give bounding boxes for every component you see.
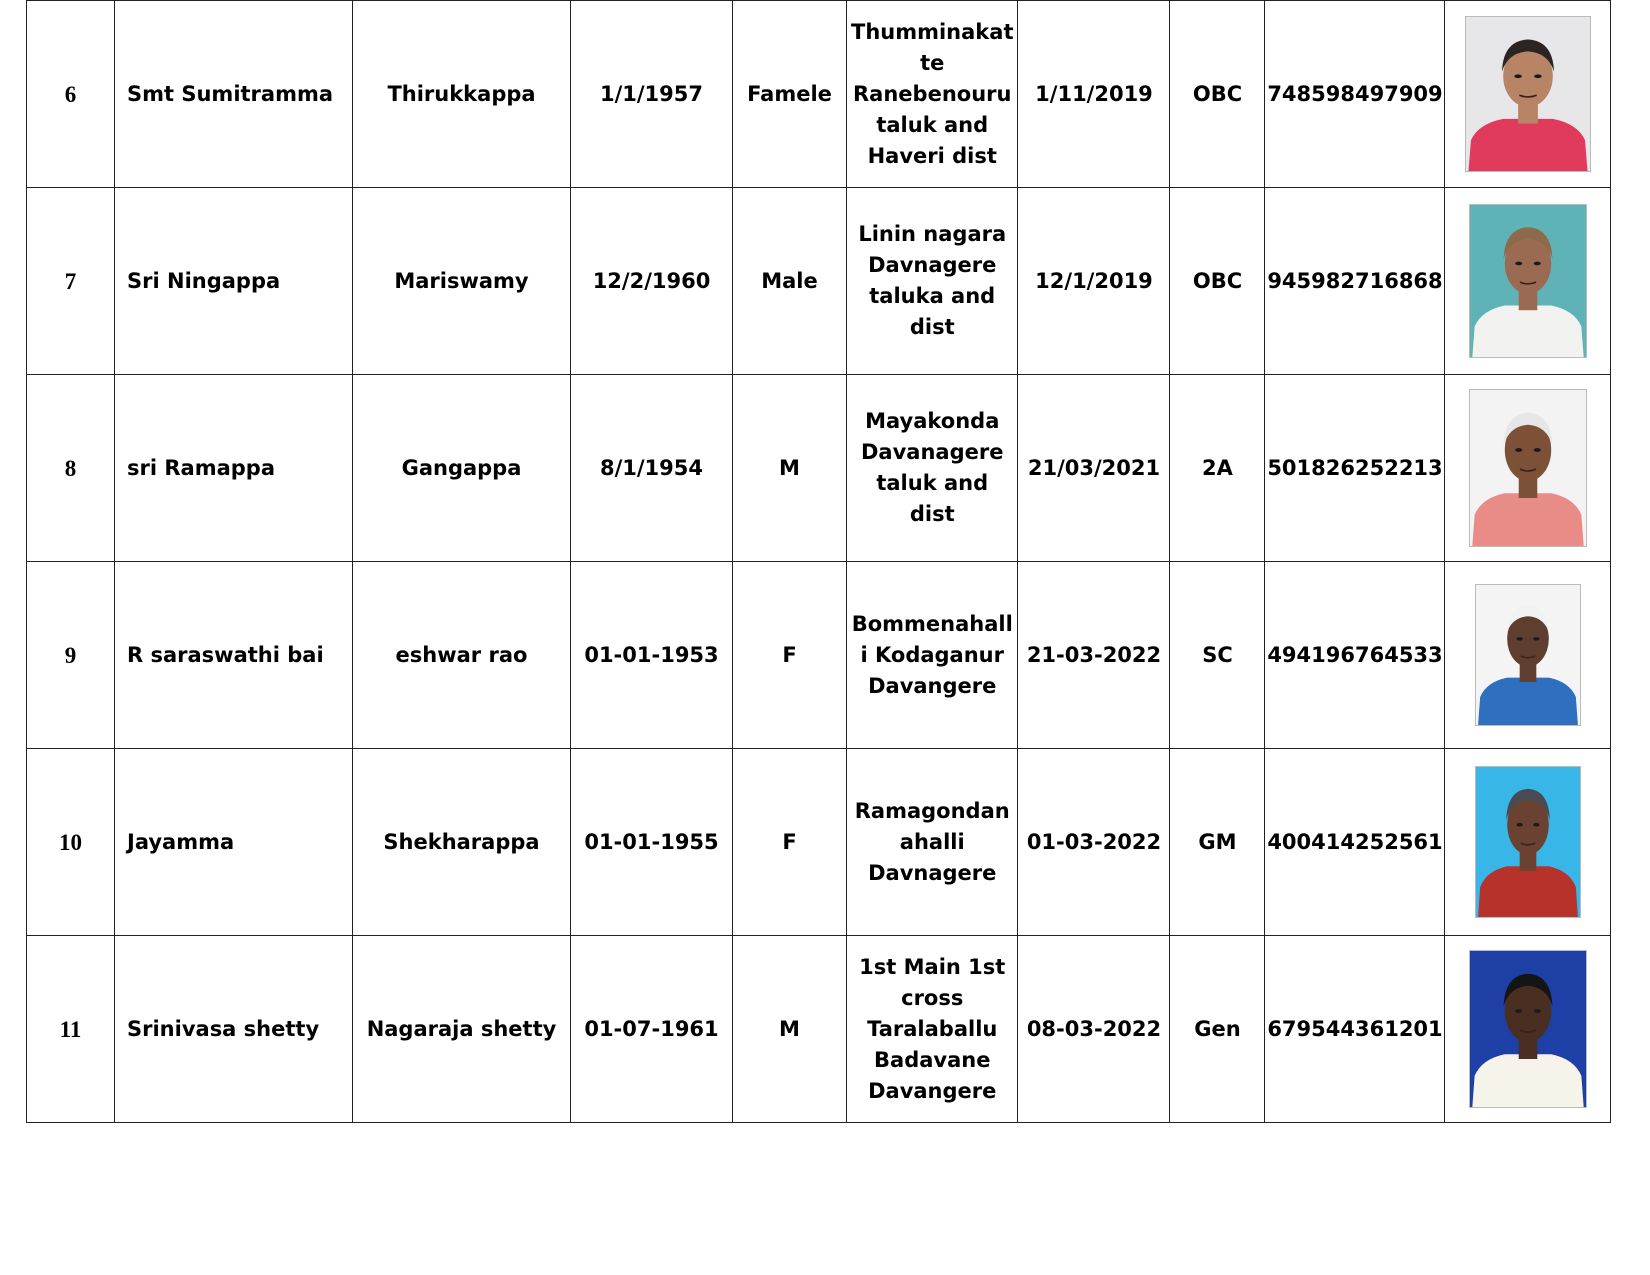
category-cell: OBC <box>1170 1 1265 188</box>
address-cell <box>847 1 1018 188</box>
beneficiary-name-cell: sri Ramappa <box>115 375 353 562</box>
id-number-cell: 400414252561 <box>1265 749 1445 936</box>
id-number-cell: 501826252213 <box>1265 375 1445 562</box>
beneficiary-table <box>26 0 1611 1123</box>
beneficiary-name-cell: Jayamma <box>115 749 353 936</box>
category-cell: SC <box>1170 562 1265 749</box>
gender-cell: M <box>733 375 847 562</box>
registration-date-cell: 21-03-2022 <box>1018 562 1170 749</box>
beneficiary-name-cell: Smt Sumitramma <box>115 1 353 188</box>
table-row <box>27 749 1611 936</box>
photo-cell <box>1445 1 1611 188</box>
table-row <box>27 936 1611 1123</box>
gender-cell: F <box>733 749 847 936</box>
father-name-cell: Thirukkappa <box>353 1 571 188</box>
gender-cell: M <box>733 936 847 1123</box>
address-line: 1st Main 1st <box>859 954 1006 979</box>
address-cell <box>847 749 1018 936</box>
address-line: taluk and dist <box>876 471 989 526</box>
registration-date-cell: 1/11/2019 <box>1018 1 1170 188</box>
address-line: taluk and <box>876 112 989 137</box>
address-line: Ranebenouru <box>853 81 1012 106</box>
registration-date-cell: 12/1/2019 <box>1018 188 1170 375</box>
beneficiary-photo <box>1469 389 1587 547</box>
father-name-cell: Mariswamy <box>353 188 571 375</box>
id-number-cell: 679544361201 <box>1265 936 1445 1123</box>
address-cell <box>847 375 1018 562</box>
beneficiary-name-cell: Sri Ningappa <box>115 188 353 375</box>
table-row <box>27 375 1611 562</box>
father-name-cell: Gangappa <box>353 375 571 562</box>
address-line: Ramagondan <box>854 798 1010 823</box>
beneficiary-photo <box>1475 584 1581 726</box>
photo-cell <box>1445 188 1611 375</box>
father-name-cell: eshwar rao <box>353 562 571 749</box>
address-line: taluka and <box>869 284 996 308</box>
address-line: ahalli <box>899 829 965 854</box>
registration-date-cell: 08-03-2022 <box>1018 936 1170 1123</box>
gender-cell: Male <box>733 188 847 375</box>
father-name-cell: Shekharappa <box>353 749 571 936</box>
table-row <box>27 188 1611 375</box>
address-line: Davanagere <box>861 440 1004 464</box>
serial-number-cell: 9 <box>27 562 115 749</box>
beneficiary-photo <box>1475 766 1581 918</box>
address-line: dist <box>909 315 955 339</box>
beneficiary-photo <box>1465 16 1591 172</box>
table-body <box>27 1 1611 1123</box>
address-line: te <box>920 50 945 75</box>
address-line: Davangere <box>868 673 997 698</box>
category-cell: 2A <box>1170 375 1265 562</box>
address-line: Badavane <box>874 1047 991 1072</box>
address-line: Davnagere <box>868 253 997 277</box>
id-number-cell: 748598497909 <box>1265 1 1445 188</box>
address-line: i Kodaganur <box>860 642 1004 667</box>
serial-number-cell: 11 <box>27 936 115 1123</box>
serial-number-cell: 8 <box>27 375 115 562</box>
category-cell: OBC <box>1170 188 1265 375</box>
id-number-cell: 494196764533 <box>1265 562 1445 749</box>
photo-cell <box>1445 375 1611 562</box>
address-line: Haveri dist <box>867 143 997 168</box>
beneficiary-name-cell: Srinivasa shetty <box>115 936 353 1123</box>
address-line: Bommenahall <box>851 611 1013 636</box>
photo-cell <box>1445 936 1611 1123</box>
address-cell <box>847 936 1018 1123</box>
date-of-birth-cell: 01-01-1953 <box>571 562 733 749</box>
category-cell: GM <box>1170 749 1265 936</box>
gender-cell: F <box>733 562 847 749</box>
serial-number-cell: 10 <box>27 749 115 936</box>
address-line: Linin nagara <box>858 222 1007 246</box>
date-of-birth-cell: 01-07-1961 <box>571 936 733 1123</box>
category-cell: Gen <box>1170 936 1265 1123</box>
id-number-cell: 945982716868 <box>1265 188 1445 375</box>
address-cell <box>847 188 1018 375</box>
photo-cell <box>1445 749 1611 936</box>
address-cell <box>847 562 1018 749</box>
gender-cell: Famele <box>733 1 847 188</box>
beneficiary-photo <box>1469 204 1587 358</box>
address-line: Thumminakat <box>851 19 1014 44</box>
date-of-birth-cell: 1/1/1957 <box>571 1 733 188</box>
address-line: Davnagere <box>868 860 997 885</box>
address-line: Taralaballu <box>867 1016 998 1041</box>
table-row <box>27 1 1611 188</box>
date-of-birth-cell: 8/1/1954 <box>571 375 733 562</box>
beneficiary-photo <box>1469 950 1587 1108</box>
table-row <box>27 562 1611 749</box>
registration-date-cell: 01-03-2022 <box>1018 749 1170 936</box>
address-line: Mayakonda <box>865 409 1000 433</box>
father-name-cell: Nagaraja shetty <box>353 936 571 1123</box>
date-of-birth-cell: 12/2/1960 <box>571 188 733 375</box>
beneficiary-name-cell: R saraswathi bai <box>115 562 353 749</box>
address-line: Davangere <box>868 1078 997 1103</box>
serial-number-cell: 6 <box>27 1 115 188</box>
photo-cell <box>1445 562 1611 749</box>
address-line: cross <box>901 985 964 1010</box>
date-of-birth-cell: 01-01-1955 <box>571 749 733 936</box>
registration-date-cell: 21/03/2021 <box>1018 375 1170 562</box>
serial-number-cell: 7 <box>27 188 115 375</box>
